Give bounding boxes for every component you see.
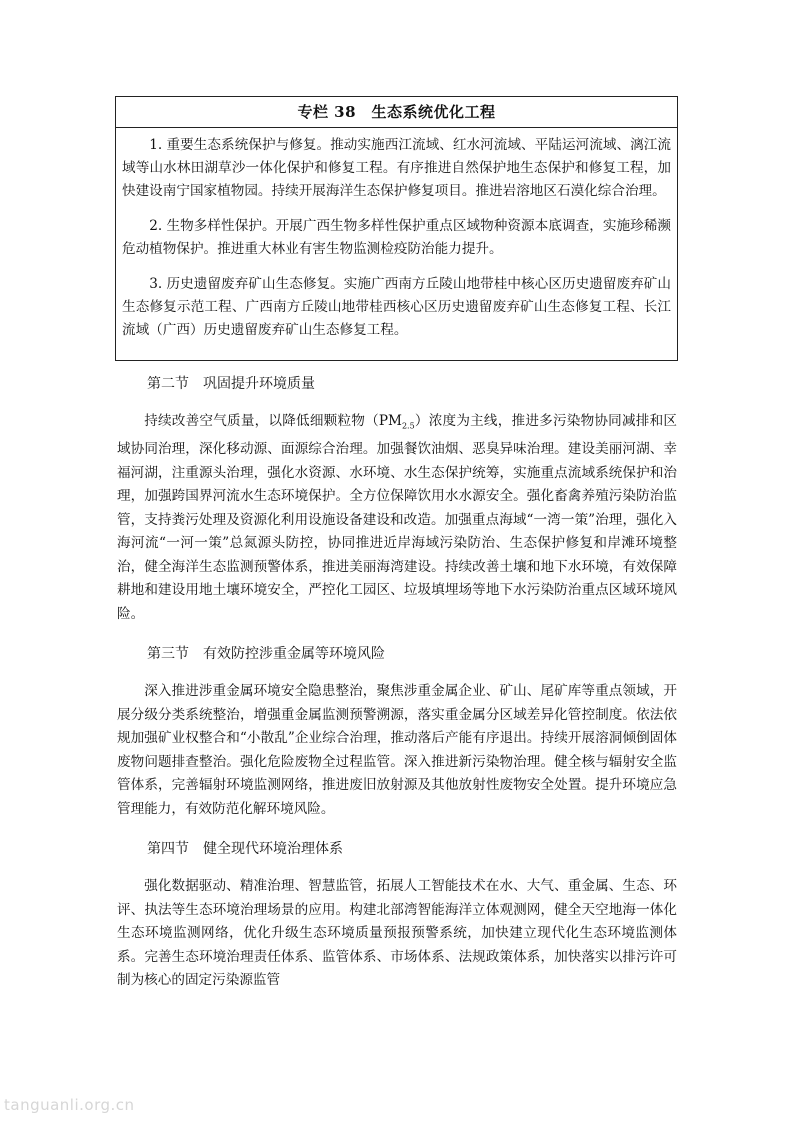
column-item-2: 2. 生物多样性保护。开展广西生物多样性保护重点区域物种资源本底调查，实施珍稀濒危动植物保护。推进重大林业有害生物监测检疫防治能力提升。 xyxy=(122,218,671,257)
column-body xyxy=(116,128,677,342)
section-title: 有效防控涉重金属等环境风险 xyxy=(203,646,385,663)
section-paragraph-3: 深入推进涉重金属环境安全隐患整治，聚焦涉重金属企业、矿山、尾矿库等重点领域，开展分级分类系统整治，增强重金属监测预警溯源，落实重金属分区域差异化管控制度。依法依规加强矿业权整合和“小散乱”企业综合治理，推动落后产能有序退出。持续开展溶洞倾倒固体废物问题排查整治。强化危险废物全过程监管。深入推进新污染物治理。健全核与辐射安全监管体系，完善辐射环境监测网络，推进废旧放射源及其他放射性废物安全处置。提升环境应急管理能力，有效防范化解环境风险。 xyxy=(117,683,677,817)
section-heading-2 xyxy=(147,372,677,396)
section-heading-3 xyxy=(147,642,677,666)
section-paragraph-2 xyxy=(117,410,677,626)
section-number: 第四节 xyxy=(147,841,189,858)
column-box xyxy=(115,96,678,361)
section-number: 第三节 xyxy=(147,646,189,663)
column-item-3: 3. 历史遗留废弃矿山生态修复。实施广西南方丘陵山地带桂中核心区历史遗留废弃矿山生态修复示范工程、广西南方丘陵山地带桂西核心区历史遗留废弃矿山生态修复工程、长江流域（广西）历史遗留废弃矿山生态修复工程。 xyxy=(122,276,671,338)
main-content xyxy=(117,372,677,1009)
section-number: 第二节 xyxy=(147,376,189,392)
column-item-1: 1. 重要生态系统保护与修复。推动实施西江流域、红水河流域、平陆运河流域、漓江流域等山水林田湖草沙一体化保护和修复工程。有序推进自然保护地生态保护和修复工程，加快建设南宁国家植物园。持续开展海洋生态保护修复项目。推进岩溶地区石漠化综合治理。 xyxy=(122,137,671,199)
section-paragraph-4: 强化数据驱动、精准治理、智慧监管，拓展人工智能技术在水、大气、重金属、生态、环评、执法等生态环境治理场景的应用。构建北部湾智能海洋立体观测网，健全天空地海一体化生态环境监测网络，优化升级生态环境质量预报预警系统，加快建立现代化生态环境监测体系。完善生态环境治理责任体系、监管体系、市场体系、法规政策体系，加快落实以排污许可制为核心的固定污染源监管 xyxy=(117,878,677,989)
column-title: 专栏 38 生态系统优化工程 xyxy=(116,97,677,128)
section-title: 巩固提升环境质量 xyxy=(203,376,315,392)
paragraph-text: 持续改善空气质量，以降低细颗粒物（PM xyxy=(144,413,402,429)
watermark: tanguanli.org.cn xyxy=(4,1096,135,1114)
paragraph-text-cont: ）浓度为主线，推进多污染物协同减排和区域协同治理，深化移动源、面源综合治理。加强餐饮油烟、恶臭异味治理。建设美丽河湖、幸福河湖，注重源头治理，强化水资源、水环境、水生态保护统筹，实施重点流域系统保护和治理，加强跨国界河流水生态环境保护。全方位保障饮用水水源安全。强化畜禽养殖污染防治监管，支持粪污处理及资源化利用设施设备建设和改造。加强重点海域“一湾一策”治理，强化入海河流“一河一策”总氮源头防控，协同推进近岸海域污染防治、生态保护修复和岸滩环境整治，健全海洋生态监测预警体系，推进美丽海湾建设。持续改善土壤和地下水环境，有效保障耕地和建设用地土壤环境安全，严控化工园区、垃圾填埋场等地下水污染防治重点区域环境风险。 xyxy=(117,413,677,622)
section-title: 健全现代环境治理体系 xyxy=(203,841,343,858)
subscript: 2.5 xyxy=(401,421,415,431)
section-heading-4 xyxy=(147,837,677,861)
